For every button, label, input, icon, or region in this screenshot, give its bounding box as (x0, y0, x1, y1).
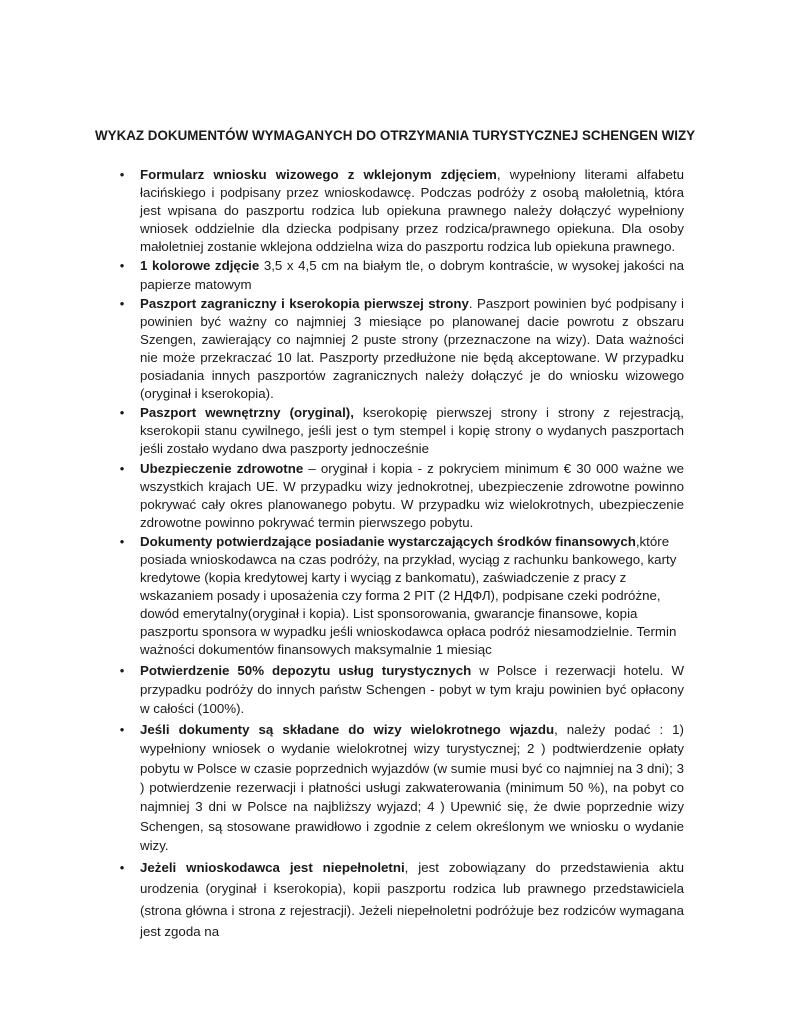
item-text: kserokopię pierwszej strony i strony z rejestracją, kserokopii stanu cywilnego, jeśli jest o tym stempel i kopię strony o wydanych paszportach jeśli zostało wydano dwa paszporty jednocześnie (140, 405, 684, 457)
list-item (118, 720, 684, 856)
item-lead: Dokumenty potwierdzające posiadanie wystarczających środków finansowych (140, 533, 636, 549)
item-text: ,które posiada wnioskodawca na czas podróży, na przykład, wyciąg z rachunku bankowego, karty kredytowe (kopia kredytowej karty i wyciąg z bankomatu), zaświadczenie z pracy z wskazaniem posady i uposażenia czy forma 2 PIT (2 НДФЛ), podpisane czeki podróżne, dowód emerytalny(oryginał i kopia). List sponsorowania, gwarancje finansowe, kopia paszportu sponsora w wypadku jeśli wnioskodawca opłaca podróż niesamodzielnie. Termin ważności dokumentów finansowych maksymalnie 1 miesiąc (140, 533, 677, 658)
list-item (118, 166, 684, 256)
requirements-list (118, 166, 684, 944)
list-item (118, 295, 684, 404)
bullet-icon: • (119, 258, 125, 274)
item-lead: Paszport wewnętrzny (oryginal), (140, 405, 354, 421)
item-lead: Formularz wniosku wizowego z wklejonym zdjęciem (140, 167, 497, 182)
bullet-icon: • (119, 167, 125, 182)
bullet-icon: • (119, 662, 125, 678)
item-text: , jest zobowiązany do przedstawienia aktu urodzenia (oryginał i kserokopia), kopii paszportu rodzica lub prawnego przedstawiciela (strona główna i strona z rejestracji). Jeżeli niepełnoletni podróżuje bez rodziców wymagana jest zgoda na (140, 859, 684, 940)
item-text: – oryginał i kopia - z pokryciem minimum € 30 000 ważne we wszystkich krajach UE. W przypadku wizy jednokrotnej, ubezpieczenie zdrowotne powinno pokrywać cały okres planowanego pobytu. W przypadku wiz wielokrotnych, ubezpieczenie zdrowotne powinno pokrywać termin pierwszego pobytu. (140, 460, 684, 530)
list-item (118, 661, 684, 719)
item-text: , należy podać : 1) wypełniony wniosek o wydanie wielokrotnej wizy turystycznej; 2 ) podtwierdzenie opłaty pobytu w Polsce w czasie poprzednich wyjazdów (w sumie musi być co najmniej na 3 dni); 3 ) potwierdzenie rezerwacji i płatności usługi zakwaterowania (minimum 50 %), na pobyt co najmniej 3 dni w Polsce na najbliższy wyjazd; 4 ) Upewnić się, że dwie poprzednie wizy Schengen, są stosowane prawidłowo i zgodnie z celem określonym we wniosku o wydanie wizy. (140, 721, 684, 854)
item-lead: Paszport zagraniczny i kserokopia pierwszej strony (140, 295, 469, 311)
item-lead: Jeżeli wnioskodawca jest niepełnoletni (140, 859, 405, 875)
item-text: w Polsce i rezerwacji hotelu. W przypadku podróży do innych państw Schengen - pobyt w tym kraju powinien być opłacony w całości (100%). (140, 662, 684, 717)
bullet-icon: • (119, 859, 125, 875)
item-lead: Potwierdzenie 50% depozytu usług turystycznych (140, 662, 472, 678)
bullet-icon: • (119, 405, 125, 421)
item-text: , wypełniony literami alfabetu łacińskiego i podpisany przez wnioskodawcę. Podczas podróży z osobą małoletnią, która jest wpisana do paszportu rodzica lub opiekuna prawnego należy dołączyć wypełniony wniosek oddzielnie dla dziecka podpisany przez rodzica/prawnego opiekuna. Dla osoby małoletniej zostanie wklejona oddzielna wiza do paszportu rodzica lub opiekuna prawnego. (140, 167, 684, 255)
item-text: . Paszport powinien być podpisany i powinien być ważny co najmniej 3 miesiące po planowanej dacie powrotu z obszaru Szengen, zawierający co najmniej 2 puste strony (przeznaczone na wizy). Data ważności nie może przekraczać 10 lat. Paszporty przedłużone nie będą akceptowane. W przypadku posiadania innych paszportów zagranicznych należy dołączyć je do wniosku wizowego (oryginał i kserokopia). (140, 295, 684, 402)
item-text: 3,5 x 4,5 cm na białym tle, o dobrym kontraście, w wysokej jakości na papierze matowym (140, 258, 684, 292)
list-item (118, 460, 684, 532)
document-title: WYKAZ DOKUMENTÓW WYMAGANYCH DO OTRZYMANIA TURYSTYCZNEJ SCHENGEN WIZY (95, 128, 696, 143)
list-item (118, 257, 684, 293)
item-lead: Ubezpieczenie zdrowotne (140, 460, 304, 476)
bullet-icon: • (119, 533, 125, 549)
bullet-icon: • (119, 460, 125, 476)
list-item (118, 857, 684, 943)
list-item (118, 404, 684, 458)
item-lead: Jeśli dokumenty są składane do wizy wielokrotnego wjazdu (140, 721, 555, 737)
item-lead: 1 kolorowe zdjęcie (140, 258, 260, 274)
list-item (118, 533, 684, 660)
bullet-icon: • (119, 295, 125, 311)
bullet-icon: • (119, 721, 125, 737)
